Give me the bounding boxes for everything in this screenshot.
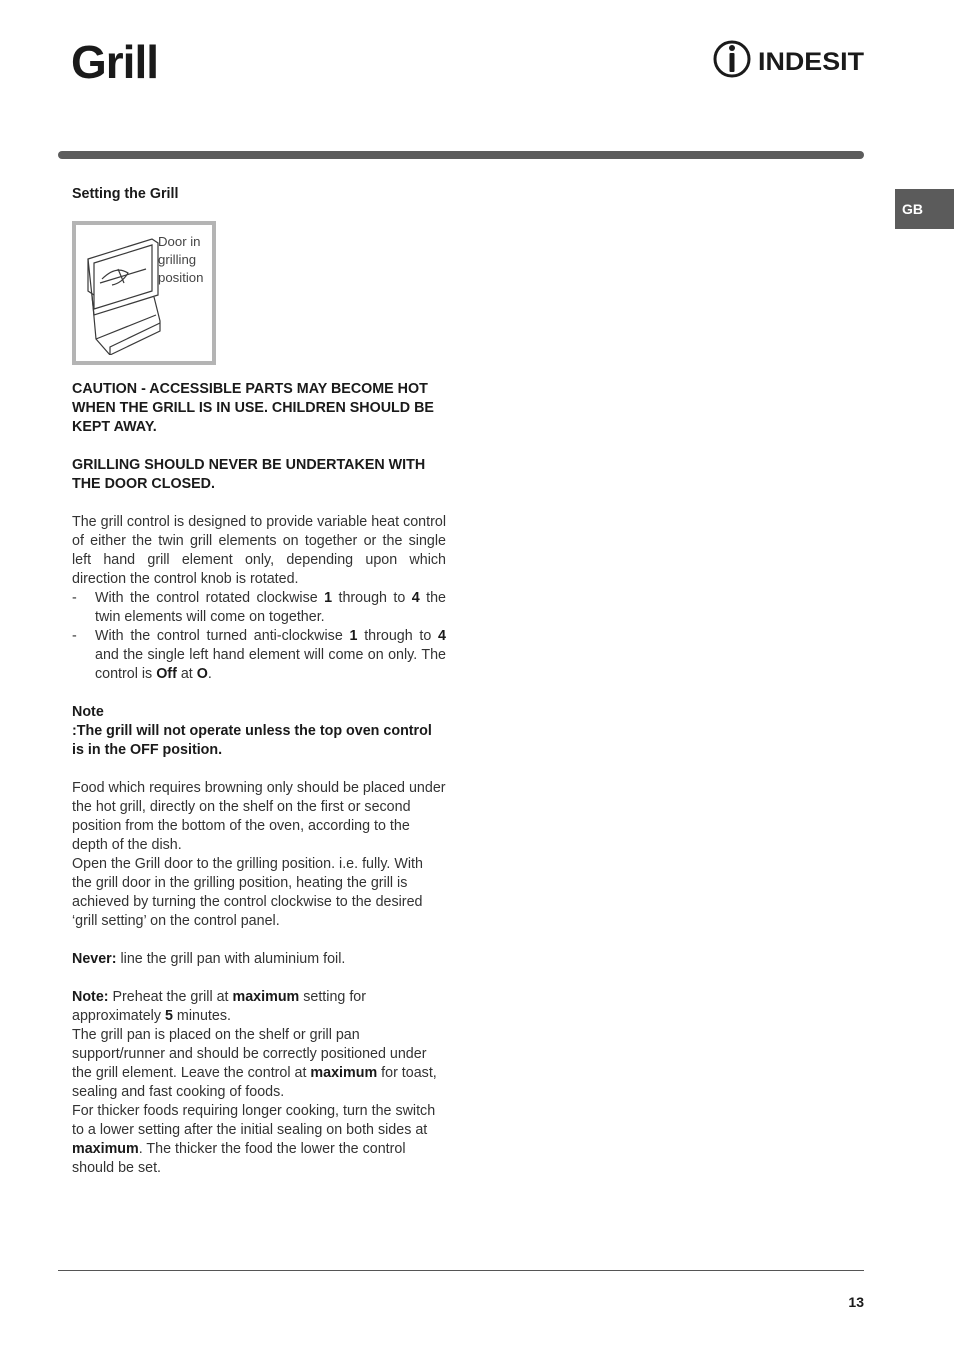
- oven-door-drawing: [82, 235, 162, 355]
- header-rule: [58, 151, 864, 159]
- grill-section: [72, 185, 446, 1178]
- list-item: - With the control rotated clockwise 1 through to 4 the twin elements will come on together.: [72, 589, 446, 627]
- caution-text: CAUTION - ACCESSIBLE PARTS MAY BECOME HOT WHEN THE GRILL IS IN USE. CHILDREN SHOULD BE KEPT AWAY.: [72, 381, 434, 435]
- door-paragraph: Open the Grill door to the grilling position. i.e. fully. With the grill door in the grilling position, heating the grill is achieved by turning the control clockwise to the desired ‘grill setting’ on the control panel.: [72, 856, 423, 929]
- note-heading: Note: [72, 704, 104, 720]
- grill-pan-paragraph: The grill pan is placed on the shelf or grill pan support/runner and should be correctly positioned under the grill element. Leave the control at maximum for toast, sealing and fast cooking of foods.: [72, 1027, 437, 1100]
- preheat-note: Note: Preheat the grill at maximum setting for approximately 5 minutes.: [72, 989, 367, 1024]
- intro-paragraph: The grill control is designed to provide variable heat control of either the twin grill elements on together or the single left hand grill element only, depending upon which direction the control knob is rotated.: [72, 514, 446, 587]
- note-text: :The grill will not operate unless the top oven control is in the OFF position.: [72, 723, 432, 758]
- thick-food-paragraph: For thicker foods requiring longer cooking, turn the switch to a lower setting after the initial sealing on both sides at maximum. The thicker the food the lower the control should be set.: [72, 1103, 436, 1176]
- language-tab: GB: [895, 189, 954, 229]
- figure-caption: Door in grilling position: [158, 234, 204, 285]
- brand-name: INDESIT: [758, 48, 864, 76]
- indesit-logo: [711, 38, 867, 82]
- food-paragraph: Food which requires browning only should be placed under the hot grill, directly on the shelf on the first or second position from the bottom of the oven, according to the depth of the dish.: [72, 780, 446, 853]
- footer-rule: [58, 1270, 864, 1271]
- door-illustration: [72, 221, 216, 365]
- section-heading: Setting the Grill: [72, 186, 179, 202]
- list-item: - With the control turned anti-clockwise 1 through to 4 and the single left hand element will come on only. The control is Off at O.: [72, 627, 446, 684]
- page-number: 13: [848, 1294, 864, 1310]
- page-title: Grill: [71, 36, 159, 88]
- never-paragraph: Never: line the grill pan with aluminium foil.: [72, 951, 346, 967]
- grilling-warning: GRILLING SHOULD NEVER BE UNDERTAKEN WITH THE DOOR CLOSED.: [72, 457, 426, 492]
- grill-control-list: [72, 589, 446, 684]
